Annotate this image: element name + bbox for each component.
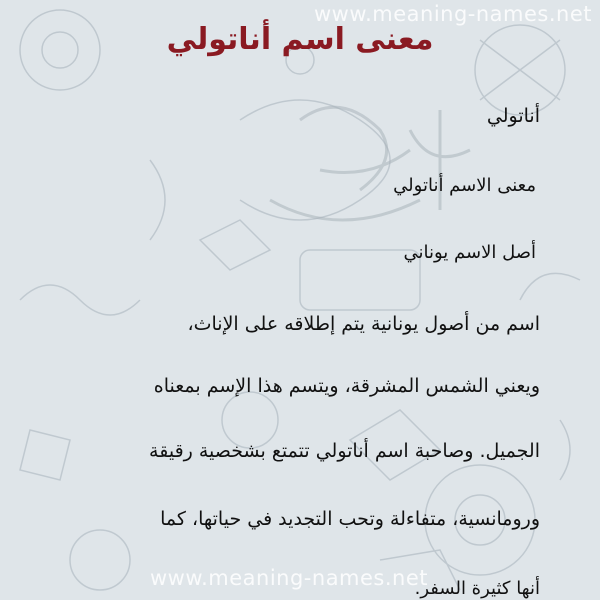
description-line-2: ويعني الشمس المشرقة، ويتسم هذا الإسم بمعناه [153,375,540,397]
watermark-top: www.meaning-names.net [313,2,592,26]
description-line-4: ورومانسية، متفاءلة وتحب التجديد في حياتها، كما [160,508,540,530]
origin-text: أصل الاسم يوناني [403,242,536,263]
meaning-heading: معنى الاسم أناتولي [393,175,536,196]
name-heading: أناتولي [486,105,540,127]
watermark-bottom: www.meaning-names.net [150,566,429,590]
page-title: معنى اسم أناتولي [166,22,434,57]
description-line-1: اسم من أصول يونانية يتم إطلاقه على الإناث، [187,313,540,335]
description-line-5: أنها كثيرة السفر. [414,578,540,599]
description-line-3: الجميل. وصاحبة اسم أناتولي تتمتع بشخصية رقيقة [149,440,540,462]
